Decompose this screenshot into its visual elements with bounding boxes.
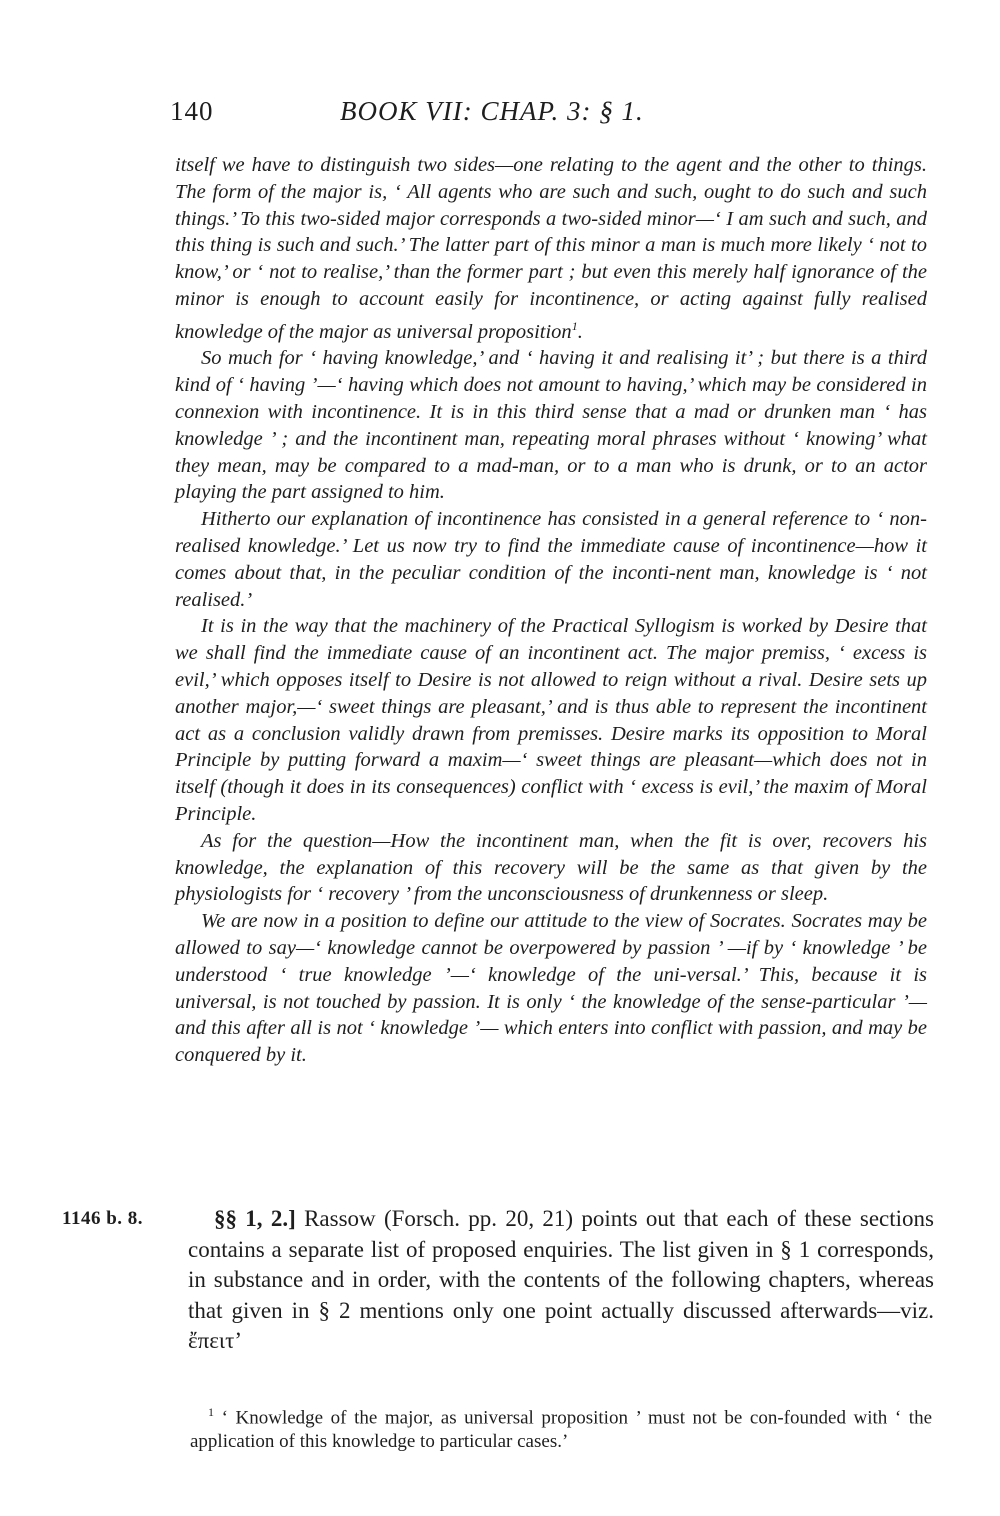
running-head: BOOK VII: CHAP. 3: § 1. [340, 96, 644, 126]
paragraph: We are now in a position to define our attitude to the view of Socrates. Socrates may be allowed to say—‘ knowledge cannot be overpowered by passion ’ —if by ‘ knowledge ’ be understood ‘ true knowledge ’—‘ knowledge of the uni-versal.’ This, because it is universal, is not touched by passion. It is only ‘ the knowledge of the sense-particular ’—and this after all is not ‘ knowledge ’— which enters into conflict with passion, and may be conquered by it. [175, 910, 927, 1067]
paragraph: Hitherto our explanation of incontinence has consisted in a general reference to ‘ non-realised knowledge.’ Let us now try to find the immediate cause of incontinence—how it comes about that, in the peculiar condition of the inconti-nent man, knowledge is ‘ not realised.’ [175, 508, 927, 611]
footnote-number: 1 [208, 1405, 214, 1419]
commentary-text [175, 152, 927, 1069]
paragraph: So much for ‘ having knowledge,’ and ‘ having it and realising it’ ; but there is a third kind of ‘ having ’—‘ having which does not amount to having,’ which may be considered in connexion with incontinence. It is in this third sense that a mad or drunken man ‘ has knowledge ’ ; and the incontinent man, repeating moral phrases without ‘ knowing’ what they mean, may be compared to a mad-man, or to a man who is drunk, or to an actor playing the part assigned to him. [175, 347, 927, 504]
note-body: Rassow (Forsch. pp. 20, 21) points out that each of these sections contains a separate list of proposed enquiries. The list given in § 1 corresponds, in substance and in order, with the contents of the following chapters, whereas that given in § 2 mentions only one point actually discussed afterwards—viz. ἔπειτ’ [188, 1206, 934, 1353]
note-text [188, 1204, 934, 1357]
paragraph: It is in the way that the machinery of the Practical Syllogism is worked by Desire that we shall find the immediate cause of an incontinent act. The major premiss, ‘ excess is evil,’ which opposes itself to Desire is not allowed to reign without a rival. Desire sets up another major,—‘ sweet things are pleasant,’ and is thus able to represent the incontinent act as a conclusion validly drawn from premisses. Desire marks its opposition to Moral Principle by putting forward a maxim—‘ sweet things are pleasant—which does not in itself (though it does in its consequences) conflict with ‘ excess is evil,’ the maxim of Moral Principle. [175, 615, 927, 825]
footnote [190, 1400, 932, 1454]
footnote-text: ‘ Knowledge of the major, as universal proposition ’ must not be con-founded with ‘ the application of this knowledge to particular cases.’ [190, 1407, 933, 1453]
bekker-reference: 1146 b. 8. [62, 1208, 144, 1229]
paragraph: itself we have to distinguish two sides—one relating to the agent and the other to things. The form of the major is, ‘ All agents who are such and such, ought to do such and such things.’ To this two-sided major corresponds a two-sided minor—‘ I am such and such, and this thing is such and such.’ The latter part of this minor a man is much more likely ‘ not to know,’ or ‘ not to realise,’ than the former part ; but even this merely half ignorance of the minor is enough to account easily for incontinence, or acting against fully realised knowledge of the major as universal proposition$^1$. [175, 154, 927, 343]
page-header [170, 96, 750, 136]
paragraph: As for the question—How the incontinent man, when the fit is over, recovers his knowledge, the explanation of this recovery will be the same as that given by the physiologists for ‘ recovery ’ from the unconsciousness of drunkenness or sleep. [175, 829, 927, 906]
section-reference: §§ 1, 2.] [214, 1206, 296, 1231]
page-number: 140 [170, 96, 214, 126]
footnote-marker: 1 [571, 318, 578, 333]
paragraph-text: itself we have to distinguish two sides—one relating to the agent and the other to things. The form of the major is, ‘ All agents who are such and such, ought to do such and such things.’ To this two-sided major corresponds a two-sided minor—‘ I am such and such, and this thing is such and such.’ The latter part of this minor a man is much more likely ‘ not to know,’ or ‘ not to realise,’ than the former part ; but even this merely half ignorance of the minor is enough to account easily for incontinence, or acting against fully realised knowledge of the major as universal proposition [175, 154, 927, 343]
